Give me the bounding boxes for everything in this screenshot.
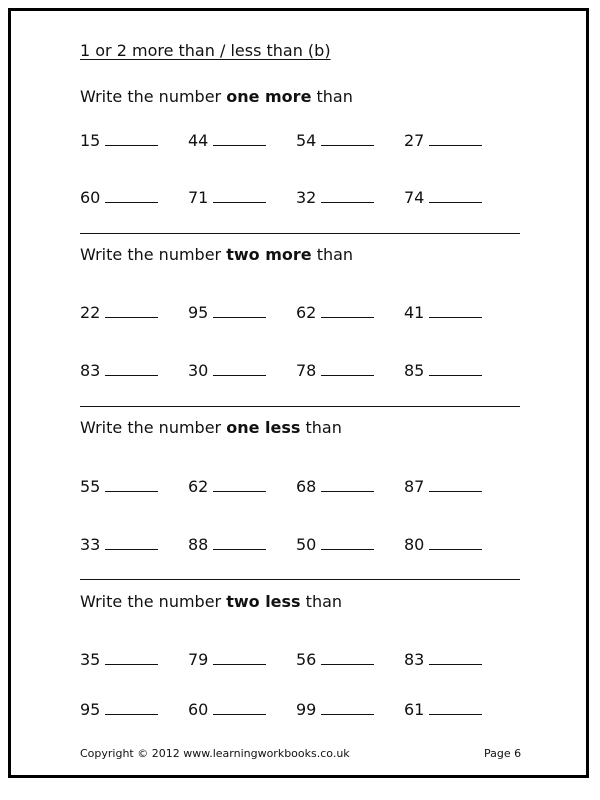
answer-blank[interactable]	[321, 650, 374, 665]
exercise-item	[404, 477, 482, 496]
given-number: 88	[188, 535, 209, 554]
given-number: 83	[80, 361, 101, 380]
given-number: 61	[404, 700, 425, 719]
exercise-item	[80, 303, 158, 322]
exercise-item	[404, 535, 482, 554]
answer-blank[interactable]	[213, 361, 266, 376]
instruction-text: Write the number	[80, 592, 227, 611]
given-number: 50	[296, 535, 317, 554]
section-divider	[80, 579, 520, 580]
exercise-item	[188, 535, 266, 554]
answer-blank[interactable]	[321, 477, 374, 492]
given-number: 83	[404, 650, 425, 669]
section-instruction	[80, 87, 353, 106]
answer-blank[interactable]	[105, 477, 158, 492]
instruction-emphasis: one less	[226, 418, 301, 437]
given-number: 44	[188, 131, 209, 150]
answer-blank[interactable]	[429, 303, 482, 318]
exercise-item	[188, 477, 266, 496]
exercise-item	[404, 188, 482, 207]
instruction-text: than	[300, 418, 342, 437]
answer-blank[interactable]	[429, 131, 482, 146]
exercise-item	[188, 188, 266, 207]
instruction-text: Write the number	[80, 87, 227, 106]
answer-blank[interactable]	[105, 188, 158, 203]
instruction-emphasis: two less	[226, 592, 301, 611]
exercise-item	[296, 535, 374, 554]
exercise-item	[404, 700, 482, 719]
given-number: 33	[80, 535, 101, 554]
answer-blank[interactable]	[429, 361, 482, 376]
given-number: 35	[80, 650, 101, 669]
given-number: 55	[80, 477, 101, 496]
given-number: 60	[80, 188, 101, 207]
answer-blank[interactable]	[105, 700, 158, 715]
answer-blank[interactable]	[429, 650, 482, 665]
given-number: 95	[188, 303, 209, 322]
answer-blank[interactable]	[429, 535, 482, 550]
exercise-item	[296, 188, 374, 207]
exercise-item	[80, 131, 158, 150]
copyright-footer: Copyright © 2012 www.learningworkbooks.co.uk	[80, 747, 350, 760]
given-number: 62	[188, 477, 209, 496]
given-number: 54	[296, 131, 317, 150]
given-number: 62	[296, 303, 317, 322]
section-instruction	[80, 245, 353, 264]
given-number: 71	[188, 188, 209, 207]
given-number: 85	[404, 361, 425, 380]
section-divider	[80, 233, 520, 234]
exercise-item	[188, 303, 266, 322]
answer-blank[interactable]	[321, 188, 374, 203]
answer-blank[interactable]	[321, 131, 374, 146]
section-instruction	[80, 418, 342, 437]
exercise-item	[296, 131, 374, 150]
given-number: 27	[404, 131, 425, 150]
given-number: 74	[404, 188, 425, 207]
exercise-item	[404, 650, 482, 669]
exercise-item	[296, 361, 374, 380]
exercise-item	[80, 700, 158, 719]
given-number: 79	[188, 650, 209, 669]
answer-blank[interactable]	[213, 303, 266, 318]
answer-blank[interactable]	[429, 188, 482, 203]
instruction-text: Write the number	[80, 418, 227, 437]
answer-blank[interactable]	[429, 477, 482, 492]
answer-blank[interactable]	[105, 361, 158, 376]
exercise-item	[188, 700, 266, 719]
answer-blank[interactable]	[213, 700, 266, 715]
instruction-text: than	[300, 592, 343, 611]
given-number: 95	[80, 700, 101, 719]
given-number: 87	[404, 477, 425, 496]
instruction-text: Write the number	[80, 245, 227, 264]
exercise-item	[188, 361, 266, 380]
answer-blank[interactable]	[105, 303, 158, 318]
section-instruction	[80, 592, 342, 611]
given-number: 78	[296, 361, 317, 380]
answer-blank[interactable]	[321, 700, 374, 715]
page-number: Page 6	[484, 747, 522, 760]
instruction-text: than	[311, 87, 353, 106]
answer-blank[interactable]	[213, 535, 266, 550]
exercise-item	[80, 477, 158, 496]
instruction-emphasis: one more	[226, 87, 312, 106]
answer-blank[interactable]	[105, 535, 158, 550]
answer-blank[interactable]	[213, 477, 266, 492]
exercise-item	[188, 650, 266, 669]
exercise-item	[80, 361, 158, 380]
answer-blank[interactable]	[105, 650, 158, 665]
instruction-emphasis: two more	[226, 245, 312, 264]
given-number: 15	[80, 131, 101, 150]
given-number: 56	[296, 650, 317, 669]
exercise-item	[296, 650, 374, 669]
given-number: 30	[188, 361, 209, 380]
worksheet-title: 1 or 2 more than / less than (b)	[80, 41, 331, 60]
exercise-item	[296, 303, 374, 322]
answer-blank[interactable]	[213, 131, 266, 146]
answer-blank[interactable]	[321, 535, 374, 550]
given-number: 68	[296, 477, 317, 496]
given-number: 80	[404, 535, 425, 554]
given-number: 99	[296, 700, 317, 719]
answer-blank[interactable]	[321, 303, 374, 318]
exercise-item	[80, 650, 158, 669]
answer-blank[interactable]	[105, 131, 158, 146]
section-divider	[80, 406, 520, 407]
exercise-item	[80, 188, 158, 207]
answer-blank[interactable]	[213, 650, 266, 665]
answer-blank[interactable]	[321, 361, 374, 376]
instruction-text: than	[311, 245, 354, 264]
exercise-item	[80, 535, 158, 554]
given-number: 32	[296, 188, 317, 207]
exercise-item	[296, 700, 374, 719]
answer-blank[interactable]	[213, 188, 266, 203]
exercise-item	[296, 477, 374, 496]
exercise-item	[404, 303, 482, 322]
exercise-item	[188, 131, 266, 150]
exercise-item	[404, 361, 482, 380]
exercise-item	[404, 131, 482, 150]
given-number: 41	[404, 303, 425, 322]
given-number: 60	[188, 700, 209, 719]
given-number: 22	[80, 303, 101, 322]
answer-blank[interactable]	[429, 700, 482, 715]
